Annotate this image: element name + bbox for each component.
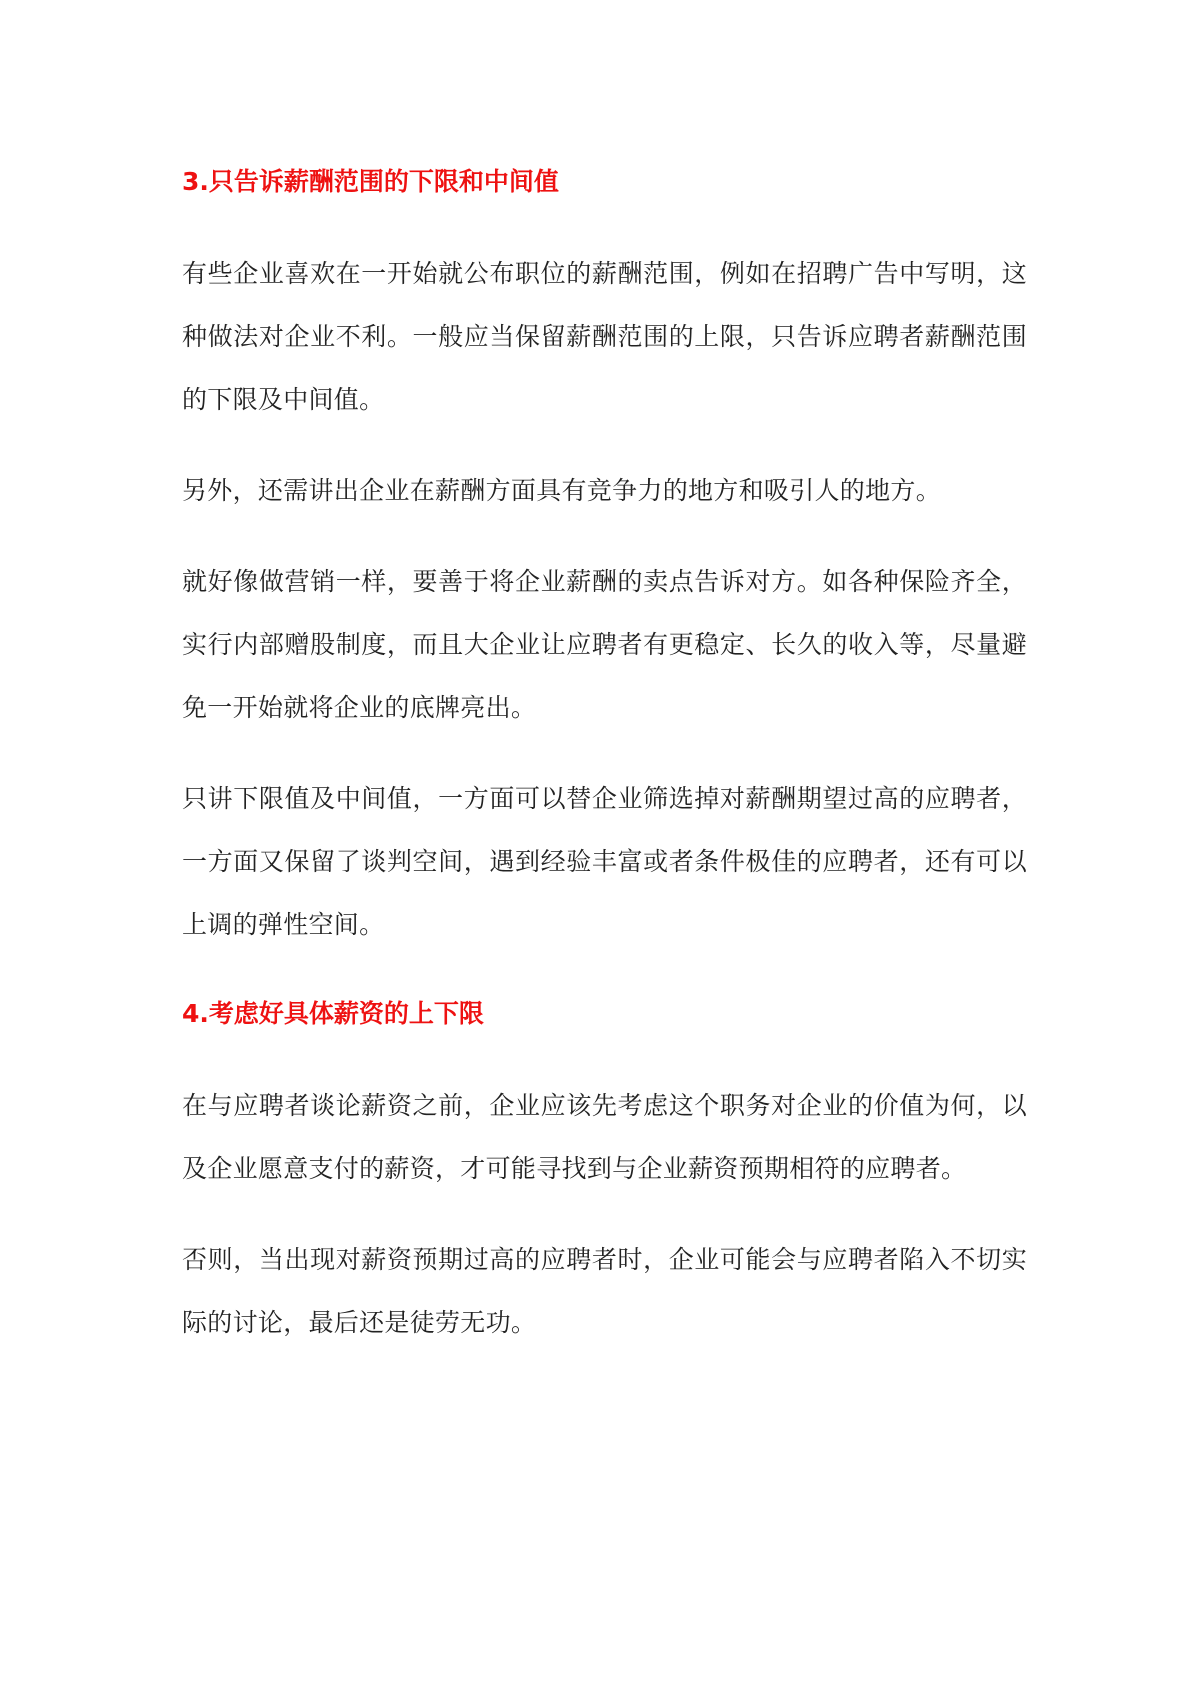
section-heading-4: 4.考虑好具体薪资的上下限: [182, 999, 484, 1028]
paragraph: 否则，当出现对薪资预期过高的应聘者时，企业可能会与应聘者陷入不切实际的讨论，最后还是徒劳无功。: [182, 1245, 1027, 1337]
paragraph: 就好像做营销一样，要善于将企业薪酬的卖点告诉对方。如各种保险齐全，实行内部赠股制度，而且大企业让应聘者有更稳定、长久的收入等，尽量避免一开始就将企业的底牌亮出。: [182, 567, 1027, 722]
paragraph: 有些企业喜欢在一开始就公布职位的薪酬范围，例如在招聘广告中写明，这种做法对企业不利。一般应当保留薪酬范围的上限，只告诉应聘者薪酬范围的下限及中间值。: [182, 259, 1027, 414]
article-body: [182, 152, 1027, 1354]
paragraph: 只讲下限值及中间值，一方面可以替企业筛选掉对薪酬期望过高的应聘者，一方面又保留了谈判空间，遇到经验丰富或者条件极佳的应聘者，还有可以上调的弹性空间。: [182, 784, 1027, 939]
paragraph: 在与应聘者谈论薪资之前，企业应该先考虑这个职务对企业的价值为何，以及企业愿意支付的薪资，才可能寻找到与企业薪资预期相符的应聘者。: [182, 1091, 1027, 1183]
paragraph: 另外，还需讲出企业在薪酬方面具有竞争力的地方和吸引人的地方。: [182, 476, 942, 505]
section-heading-3: 3.只告诉薪酬范围的下限和中间值: [182, 167, 559, 196]
